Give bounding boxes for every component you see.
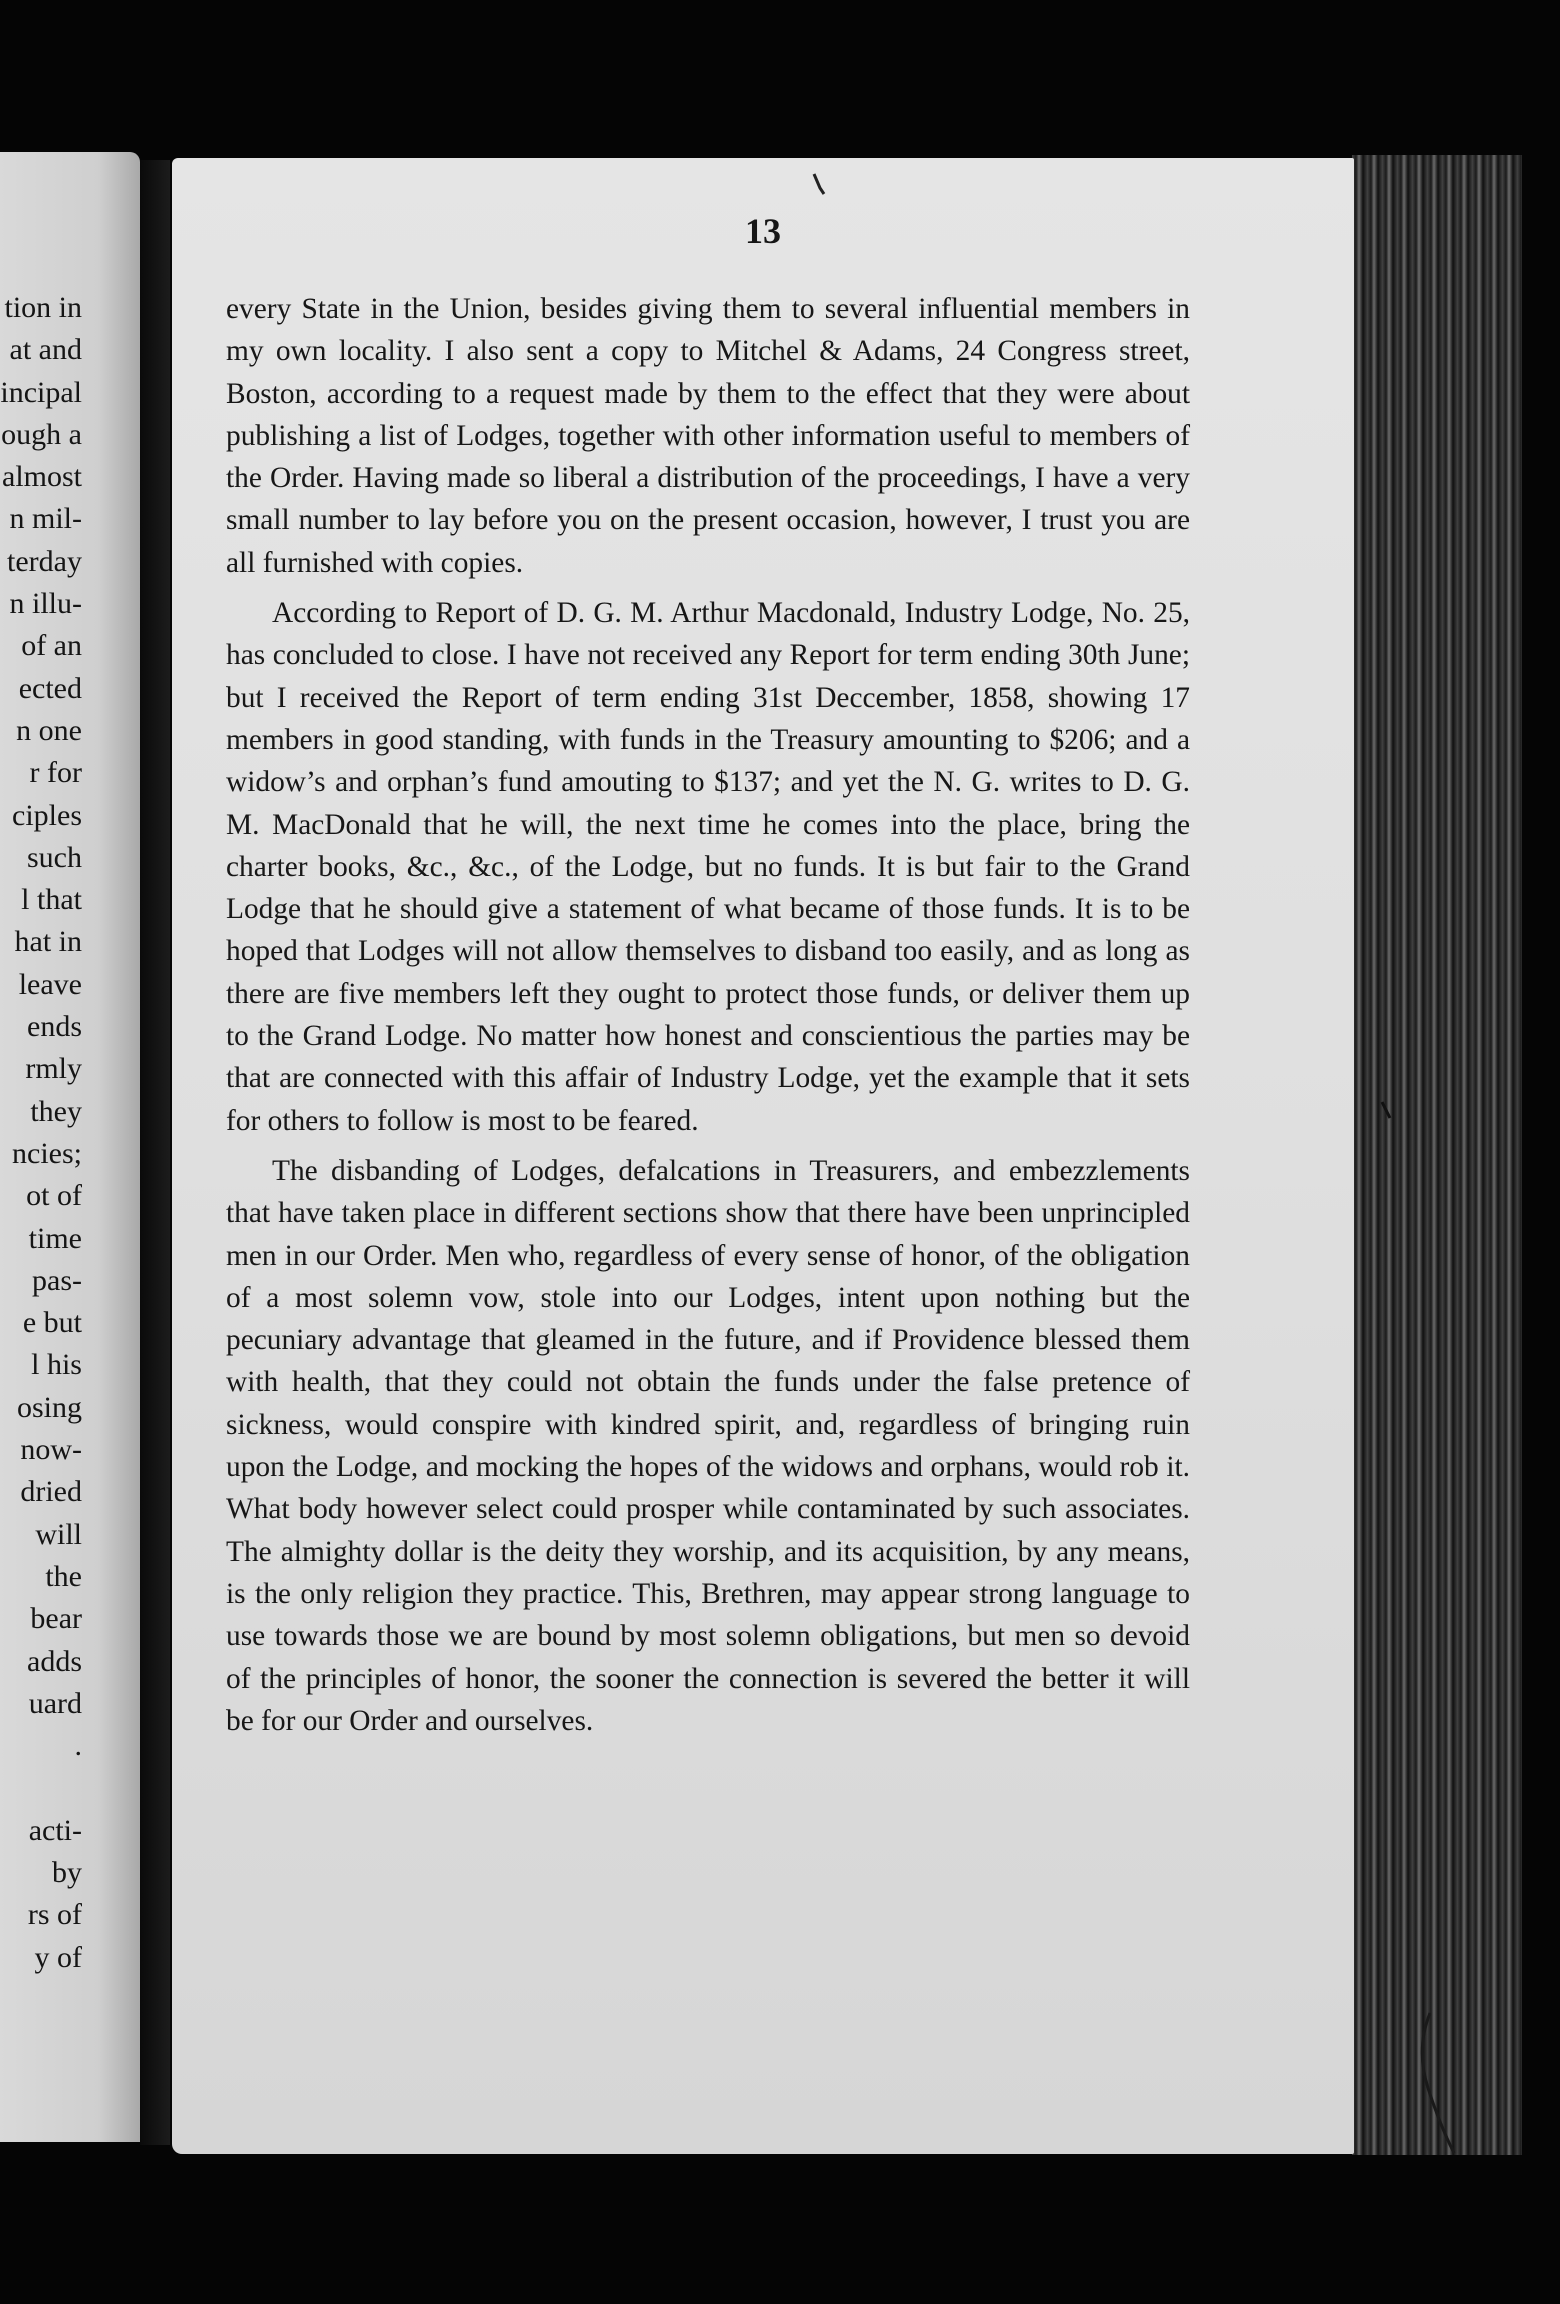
left-page-line: hat in xyxy=(14,925,82,959)
paragraph-2: According to Report of D. G. M. Arthur Macdonald, Industry Lodge, No. 25, has concluded to close. I have not received any Report for term ending 30th June; but I received the Report of term ending 31st Deccember, 1858, showing 17 members in good standing, with funds in the Treasury amounting to $206; and a widow’s and orphan’s fund amouting to $137; and yet the N. G. writes to D. G. M. MacDonald that he will, the next time he comes into the place, bring the charter books, &c., &c., of the Lodge, but no funds. It is but fair to the Grand Lodge that he should give a statement of what became of those funds. It is to be hoped that Lodges will not allow themselves to disband too easily, and as long as there are five members left they ought to protect those funds, or deliver them up to the Grand Lodge. No matter how honest and conscientious the parties may be that are connected with this affair of Industry Lodge, yet the example that it sets for others to follow is most to be feared. xyxy=(226,597,1190,1137)
left-page-line: ected xyxy=(18,671,82,705)
left-page-line: y of xyxy=(34,1940,82,1974)
left-page-line: by xyxy=(52,1855,82,1889)
left-page-line: . xyxy=(74,1729,82,1763)
left-page-line: l that xyxy=(21,883,82,917)
tick-mark xyxy=(812,172,828,196)
left-page-line: at and xyxy=(9,333,82,367)
left-page-line: they xyxy=(30,1094,82,1128)
left-page-line: osing xyxy=(16,1390,82,1424)
left-page-text xyxy=(0,287,140,1979)
page-body xyxy=(226,288,1190,1742)
left-page-line: l his xyxy=(31,1348,82,1382)
left-page-line: ough a xyxy=(1,417,82,451)
left-page-line: the xyxy=(45,1559,82,1593)
left-page-line: adds xyxy=(27,1644,82,1678)
left-page-line: ncies; xyxy=(12,1136,82,1170)
left-page-line: ot of xyxy=(26,1179,82,1213)
left-page-line: dried xyxy=(20,1475,82,1509)
page-edges xyxy=(1352,155,1522,2155)
book-page xyxy=(172,158,1354,2154)
left-page-line: will xyxy=(35,1517,82,1551)
left-page-line: of an xyxy=(21,629,82,663)
left-page xyxy=(0,152,140,2142)
left-page-line: ends xyxy=(27,1010,82,1044)
left-page-line: n one xyxy=(16,713,82,747)
left-page-line: tion in xyxy=(4,291,82,324)
book-gutter xyxy=(140,160,170,2145)
left-page-line: terday xyxy=(7,544,82,578)
left-page-line: time xyxy=(28,1221,82,1255)
left-page-line: leave xyxy=(18,967,82,1001)
left-page-line: incipal xyxy=(0,375,82,409)
paragraph-3: The disbanding of Lodges, defalcations in Treasurers, and embezzlements that have taken place in different sections show that there have been unprincipled men in our Order. Men who, regardless of every sense of honor, of the obligation of a most solemn vow, stole into our Lodges, intent upon nothing but the pecuniary advantage that gleamed in the future, and if Providence blessed them with health, that they could not obtain the funds under the false pretence of sickness, would conspire with kindred spirit, and, regardless of bringing ruin upon the Lodge, and mocking the hopes of the widows and orphans, would rob it. What body however select could prosper while contaminated by such associates. The almighty dollar is the deity they worship, and its acquisition, by any means, is the only religion they practice. This, Brethren, may appear strong language to use towards those we are bound by most solemn obligations, but men so devoid of the principles of honor, the sooner the connection is severed the better it will be for our Order and ourselves. xyxy=(226,1154,1190,1737)
left-page-line: rmly xyxy=(25,1052,82,1086)
left-page-line: bear xyxy=(30,1602,82,1636)
left-page-line: n illu- xyxy=(9,587,82,621)
left-page-line: n mil- xyxy=(9,502,82,536)
left-page-line: such xyxy=(27,840,82,874)
left-page-line: r for xyxy=(29,756,82,790)
margin-mark xyxy=(1380,1100,1394,1120)
left-page-line: uard xyxy=(28,1686,82,1720)
left-page-line: almost xyxy=(2,460,82,494)
paragraph-1: every State in the Union, besides giving them to several influential members in my own locality. I also sent a copy to Mitchel & Adams, 24 Congress street, Boston, according to a request made by them to the effect that they were about publishing a list of Lodges, together with other information useful to members of the Order. Having made so liberal a distribution of the proceedings, I have a very small number to lay before you on the present occasion, however, I trust you are all furnished with copies. xyxy=(226,293,1190,579)
left-page-line: now- xyxy=(20,1433,82,1467)
left-page-line: pas- xyxy=(32,1263,82,1297)
left-page-line: acti- xyxy=(28,1813,82,1847)
left-page-line: e but xyxy=(22,1306,82,1340)
pen-mark xyxy=(1418,2008,1458,2158)
page-number: 13 xyxy=(745,211,781,251)
left-page-line xyxy=(0,1767,140,1809)
left-page-line: ciples xyxy=(12,798,82,832)
left-page-line: rs of xyxy=(27,1898,82,1932)
